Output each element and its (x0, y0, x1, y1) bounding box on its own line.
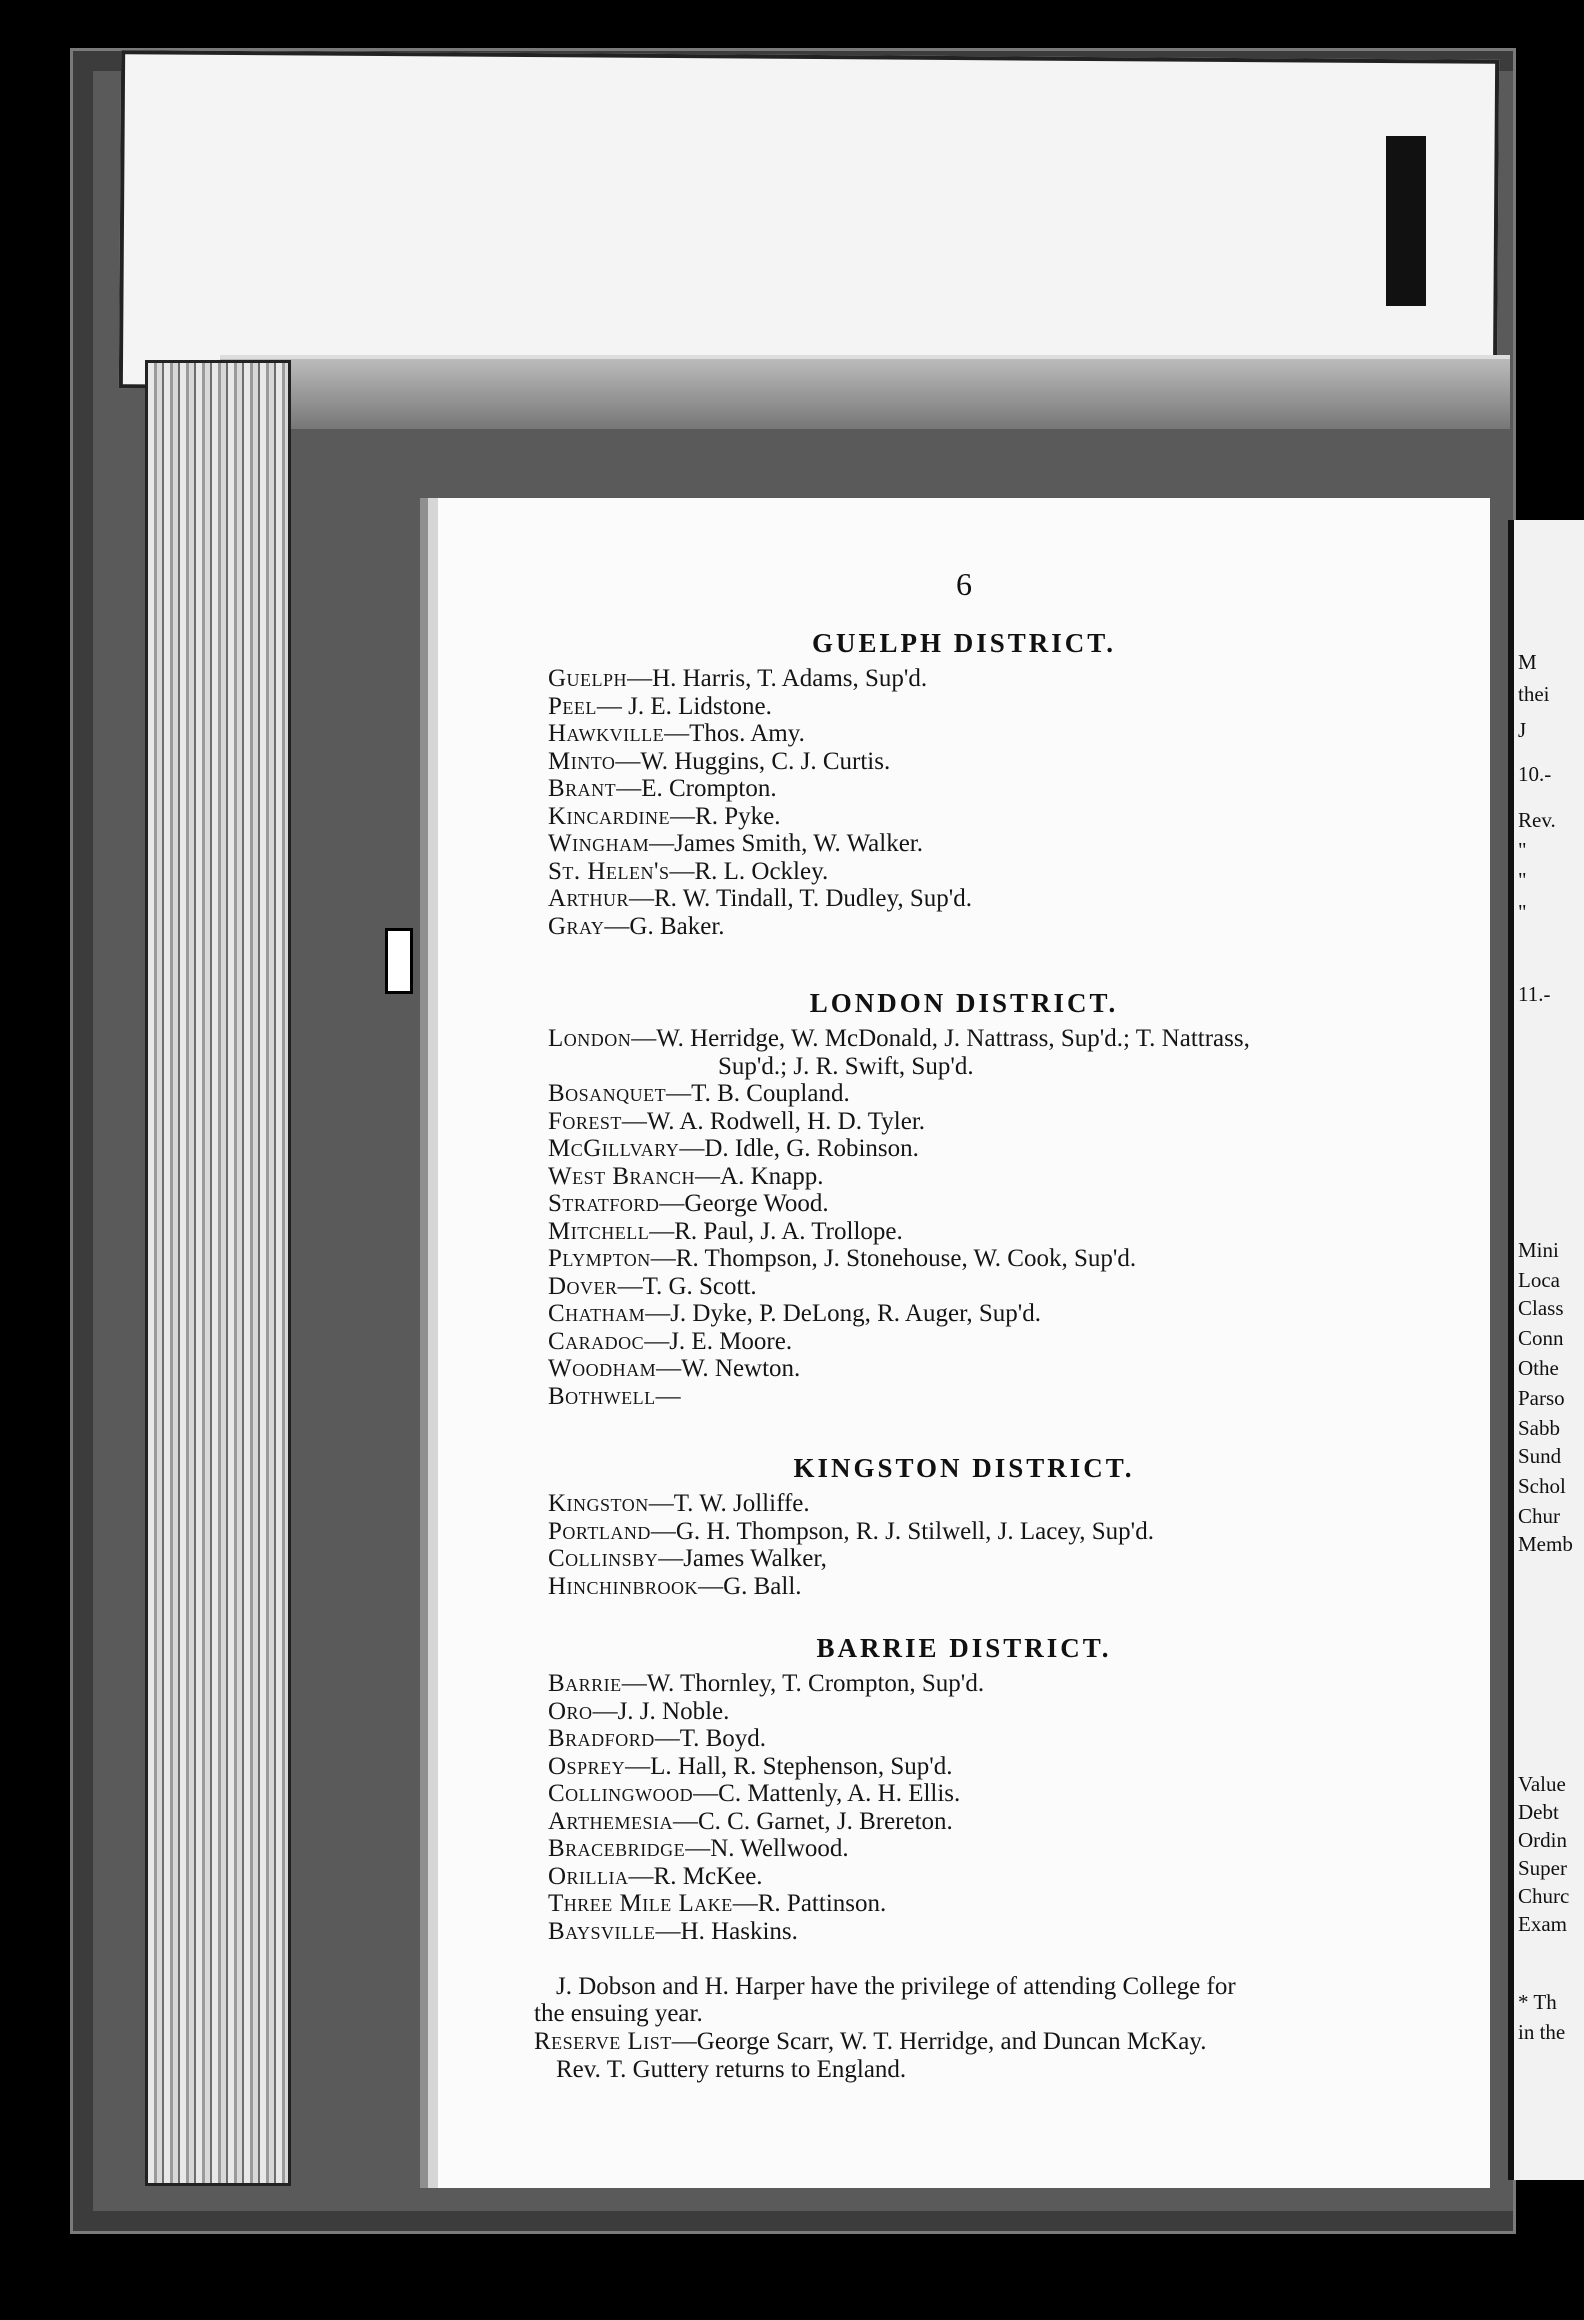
adjacent-page-edge (1508, 520, 1584, 2180)
minister-names: —T. G. Scott. (617, 1272, 757, 1300)
appointment-entry (548, 1780, 1430, 1808)
district-entries (548, 665, 1430, 940)
circuit-name: Bosanquet (548, 1080, 667, 1107)
adjacent-page-text: 10.- (1518, 762, 1552, 786)
appointment-entry (548, 1670, 1430, 1698)
minister-names: —T. Boyd. (654, 1725, 767, 1752)
minister-names: —G. Baker. (604, 912, 725, 940)
circuit-name: Peel (548, 692, 597, 720)
minister-names: —D. Idle, G. Robinson. (679, 1135, 919, 1162)
district-entries (548, 1670, 1430, 1945)
adjacent-page-text: " (1518, 900, 1527, 924)
reserve-list-names: —George Scarr, W. T. Herridge, and Duncan McKay. (671, 2028, 1207, 2055)
appointment-entry (548, 693, 1430, 721)
appointment-entry (548, 1383, 1430, 1411)
adjacent-page-text: Chur (1518, 1504, 1560, 1528)
minister-names: —T. B. Coupland. (666, 1080, 850, 1107)
appointment-entry (548, 720, 1430, 748)
appointment-entry (548, 748, 1430, 776)
college-note-line2: the ensuing year. (534, 2000, 703, 2027)
circuit-name: Oro (548, 1697, 593, 1725)
minister-names: —W. Huggins, C. J. Curtis. (615, 747, 891, 775)
adjacent-page-text: thei (1518, 682, 1550, 706)
minister-names: —H. Harris, T. Adams, Sup'd. (627, 665, 928, 692)
circuit-name: Hawkville (548, 720, 665, 747)
minister-names: —W. Newton. (656, 1355, 801, 1382)
appointment-entry (548, 1890, 1430, 1918)
adjacent-page-text: * Th (1518, 1990, 1557, 2014)
circuit-name: Orillia (548, 1862, 629, 1890)
adjacent-page-text: Rev. (1518, 808, 1556, 832)
page-clip (1380, 130, 1432, 312)
adjacent-page-text: M (1518, 650, 1537, 674)
adjacent-page-text: Conn (1518, 1326, 1564, 1350)
adjacent-page-text: J (1518, 718, 1527, 742)
guttery-note (534, 2056, 1450, 2083)
appointment-entry (548, 1080, 1430, 1108)
circuit-name: Baysville (548, 1917, 656, 1945)
minister-names: —W. A. Rodwell, H. D. Tyler. (621, 1107, 926, 1135)
appointment-entry (548, 1135, 1430, 1163)
circuit-name: Bradford (548, 1725, 655, 1752)
appointment-entry (548, 830, 1430, 858)
adjacent-page-text: Parso (1518, 1386, 1565, 1410)
circuit-name: Dover (548, 1272, 618, 1300)
circuit-name: Mitchell (548, 1217, 650, 1245)
minister-names: —W. Herridge, W. McDonald, J. Nattrass, Sup'd.; T. Nattrass, (631, 1025, 1250, 1052)
adjacent-page-text: Debt (1518, 1800, 1559, 1824)
circuit-name: London (548, 1025, 632, 1052)
minister-names: —R. L. Ockley. (669, 857, 829, 885)
minister-names: —J. Dyke, P. DeLong, R. Auger, Sup'd. (645, 1300, 1042, 1327)
adjacent-page-text: Mini (1518, 1238, 1559, 1262)
district-entries (548, 1025, 1430, 1410)
appointment-entry (548, 1108, 1430, 1136)
circuit-name: Barrie (548, 1670, 622, 1697)
circuit-name: West Branch (548, 1162, 696, 1190)
minister-names: —N. Wellwood. (685, 1835, 849, 1862)
circuit-name: Woodham (548, 1355, 657, 1382)
circuit-name: Collingwood (548, 1780, 694, 1807)
circuit-name: Osprey (548, 1752, 626, 1780)
minister-names: —C. Mattenly, A. H. Ellis. (693, 1780, 961, 1807)
minister-names: —James Walker, (658, 1545, 827, 1572)
reserve-list-label: Reserve List (534, 2028, 672, 2055)
appointment-entry (548, 1863, 1430, 1891)
minister-names: —George Wood. (659, 1190, 829, 1217)
appointment-entry (548, 1918, 1430, 1946)
reserve-list (534, 2028, 1450, 2055)
circuit-name: Chatham (548, 1300, 646, 1327)
minister-names: — J. E. Lidstone. (596, 692, 772, 720)
appointment-entry (548, 1725, 1430, 1753)
appointment-entry (548, 665, 1430, 693)
appointment-entry (548, 1355, 1430, 1383)
appointment-entry (548, 803, 1430, 831)
circuit-name: St. Helen's (548, 857, 670, 885)
minister-names: —E. Crompton. (616, 775, 777, 802)
circuit-name: Forest (548, 1107, 622, 1135)
adjacent-page-text: Exam (1518, 1912, 1567, 1936)
adjacent-page-text: Super (1518, 1856, 1567, 1880)
adjacent-page-text: " (1518, 868, 1527, 892)
appointment-entry (548, 858, 1430, 886)
minister-names: —J. E. Moore. (644, 1327, 793, 1355)
circuit-name: Arthur (548, 885, 629, 912)
appointment-entry (548, 1025, 1430, 1053)
minister-names: —C. C. Garnet, J. Brereton. (672, 1807, 953, 1835)
binding-tab (385, 928, 413, 994)
district-entries (548, 1490, 1430, 1600)
guttery-note-text: Rev. T. Guttery returns to England. (556, 2056, 907, 2083)
appointment-entry (548, 885, 1430, 913)
circuit-name: Arthemesia (548, 1807, 673, 1835)
page-number: 6 (956, 566, 972, 602)
minister-names: —R. Pyke. (670, 802, 781, 830)
minister-names: —R. Paul, J. A. Trollope. (649, 1217, 903, 1245)
appointment-entry (548, 1698, 1430, 1726)
district-title: BARRIE DISTRICT. (816, 1633, 1112, 1663)
minister-names: —R. McKee. (628, 1862, 763, 1890)
circuit-name: Stratford (548, 1190, 660, 1217)
circuit-name: Bracebridge (548, 1835, 686, 1862)
circuit-name: Bothwell (548, 1382, 656, 1410)
appointment-entry (548, 1753, 1430, 1781)
adjacent-page-text: Memb (1518, 1532, 1573, 1556)
appointment-entry (548, 913, 1430, 941)
adjacent-page-text: Value (1518, 1772, 1566, 1796)
appointment-entry (548, 1518, 1430, 1546)
appointment-entry (548, 1808, 1430, 1836)
circuit-name: Plympton (548, 1245, 651, 1272)
minister-names: —T. W. Jolliffe. (648, 1490, 810, 1517)
district-title: GUELPH DISTRICT. (811, 628, 1117, 658)
minister-names: —H. Haskins. (655, 1917, 798, 1945)
minister-names: —L. Hall, R. Stephenson, Sup'd. (625, 1752, 953, 1780)
circuit-name: Caradoc (548, 1327, 645, 1355)
appointment-entry (548, 1245, 1430, 1273)
circuit-name: Three Mile Lake (548, 1890, 733, 1917)
circuit-name: McGillvary (548, 1135, 680, 1162)
college-note (534, 1973, 1450, 2027)
adjacent-page-text: Sund (1518, 1444, 1562, 1468)
appointment-entry (548, 1835, 1430, 1863)
district-kingston (438, 1453, 1490, 1600)
appointment-entry (548, 1218, 1430, 1246)
appointment-entry (548, 1300, 1430, 1328)
appointment-entry (548, 1573, 1430, 1601)
circuit-name: Kincardine (548, 802, 671, 830)
appointment-entry (548, 1163, 1430, 1191)
minister-names: —R. Pattinson. (732, 1890, 887, 1917)
blank-flyleaf (119, 50, 1499, 398)
circuit-name: Kingston (548, 1490, 649, 1517)
district-title: KINGSTON DISTRICT. (793, 1453, 1135, 1483)
district-barrie (438, 1633, 1490, 1945)
adjacent-page-text: Loca (1518, 1268, 1560, 1292)
appointment-entry (548, 1328, 1430, 1356)
minister-names: —G. Ball. (698, 1572, 802, 1600)
circuit-name: Wingham (548, 830, 650, 857)
appointment-entry (548, 1273, 1430, 1301)
circuit-name: Guelph (548, 665, 628, 692)
minister-names: —G. H. Thompson, R. J. Stilwell, J. Lacey, Sup'd. (650, 1517, 1154, 1545)
adjacent-page-text: Churc (1518, 1884, 1570, 1908)
minister-names: — (655, 1382, 681, 1410)
minister-names: —J. J. Noble. (592, 1697, 730, 1725)
circuit-name: Gray (548, 912, 605, 940)
adjacent-page-text: " (1518, 838, 1527, 862)
adjacent-page-text: Sabb (1518, 1416, 1560, 1440)
minister-names: —A. Knapp. (695, 1162, 824, 1190)
adjacent-page-text: 11.- (1518, 982, 1551, 1006)
circuit-name: Minto (548, 747, 616, 775)
minister-names: —Thos. Amy. (664, 720, 805, 747)
adjacent-page-text: Ordin (1518, 1828, 1567, 1852)
minister-names: —R. W. Tindall, T. Dudley, Sup'd. (628, 885, 972, 912)
appointment-entry (548, 1545, 1430, 1573)
circuit-name: Portland (548, 1517, 651, 1545)
document-page (438, 498, 1490, 2188)
minister-names: —James Smith, W. Walker. (649, 830, 924, 857)
district-title: LONDON DISTRICT. (809, 988, 1119, 1018)
appointment-entry (548, 1490, 1430, 1518)
district-london (438, 988, 1490, 1410)
circuit-name: Hinchinbrook (548, 1572, 699, 1600)
minister-names: —W. Thornley, T. Crompton, Sup'd. (621, 1670, 985, 1697)
minister-names: —R. Thompson, J. Stonehouse, W. Cook, Sup'd. (650, 1245, 1137, 1272)
college-note-line1: J. Dobson and H. Harper have the privilege of attending College for (556, 1973, 1236, 2000)
adjacent-page-text: Class (1518, 1296, 1564, 1320)
circuit-name: Collinsby (548, 1545, 659, 1572)
adjacent-page-text: Othe (1518, 1356, 1559, 1380)
circuit-name: Brant (548, 775, 617, 802)
appointment-entry (548, 775, 1430, 803)
appointment-entry-continuation: Sup'd.; J. R. Swift, Sup'd. (718, 1052, 974, 1080)
adjacent-page-text: in the (1518, 2020, 1566, 2044)
district-guelph (438, 628, 1490, 940)
appointment-entry (548, 1190, 1430, 1218)
page-leaf-edges (145, 360, 291, 2186)
adjacent-page-text: Schol (1518, 1474, 1566, 1498)
page-stack-edge (220, 355, 1510, 429)
